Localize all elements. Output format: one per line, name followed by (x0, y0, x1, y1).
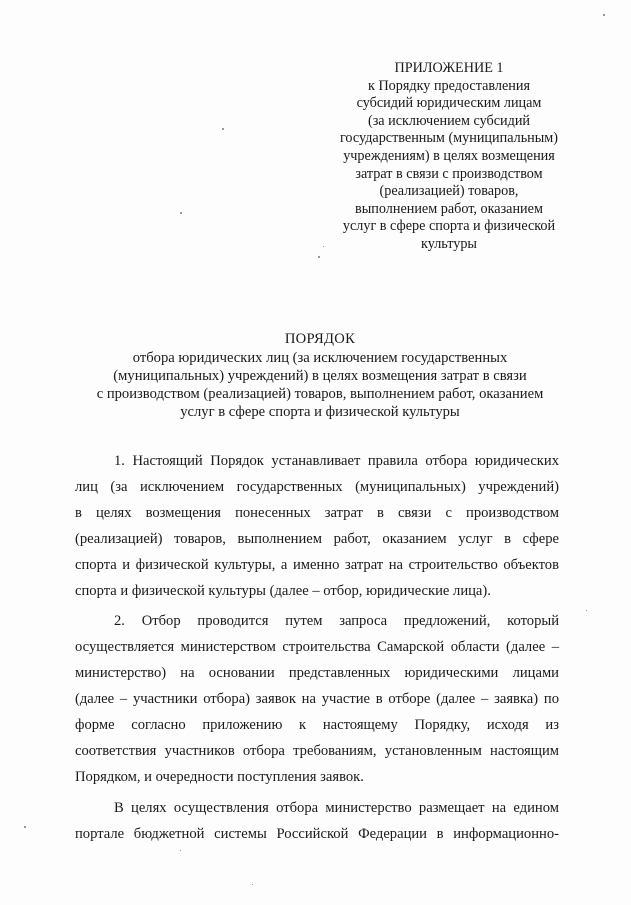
title-line: отбора юридических лиц (за исключением государственных (132, 350, 508, 366)
appendix-line: учреждениям) в целях возмещения (343, 147, 555, 164)
appendix-line: (за исключением субсидий (367, 112, 531, 129)
text-line: лиц (за исключением государственных (муниципальных) учреждений) (75, 478, 559, 495)
appendix-line: услуг в сфере спорта и физической (342, 218, 556, 235)
text-line: осуществляется министерством строительства Самарской области (далее – (75, 639, 559, 656)
paragraph-3 (75, 796, 559, 848)
title-line: услуг в сфере спорта и физической культуры (180, 404, 460, 420)
appendix-header (318, 60, 580, 254)
paragraph-1 (75, 449, 559, 604)
appendix-line: (реализацией) товаров, (379, 183, 519, 200)
text-line: 1. Настоящий Порядок устанавливает правила отбора юридических (114, 453, 559, 469)
appendix-line: субсидий юридическим лицам (356, 95, 542, 112)
scan-speck (24, 826, 26, 828)
appendix-line: к Порядку предоставления (368, 77, 530, 94)
document-heading: ПОРЯДОК (284, 331, 356, 347)
text-line: соответствия участников отбора требованиям, установленным настоящим (75, 742, 559, 759)
title-line: с производством (реализацией) товаров, выполнением работ, оказанием (96, 386, 544, 402)
scan-speck (603, 14, 605, 16)
text-line: министерство) на основании представленных юридическими лицами (75, 665, 559, 682)
scan-speck (323, 246, 324, 247)
document-body (75, 449, 559, 848)
appendix-line: выполнением работ, оказанием (355, 200, 543, 217)
paragraph-2 (75, 609, 559, 790)
text-line: портале бюджетной системы Российской Федерации в информационно- (75, 825, 559, 842)
scan-speck (318, 256, 320, 258)
text-line: (реализацией) товаров, выполнением работ, оказанием услуг в сфере (75, 530, 559, 547)
text-line: спорта и физической культуры, а именно затрат на строительство объектов (75, 556, 559, 573)
document-title-block (70, 330, 570, 421)
text-line: в целях возмещения понесенных затрат в связи с производством (75, 504, 559, 521)
scan-speck (180, 212, 182, 214)
text-line: Порядком, и очередности поступления заявок. (75, 768, 364, 785)
text-line: В целях осуществления отбора министерство размещает на едином (114, 799, 559, 816)
scan-speck (222, 128, 224, 130)
scan-speck (180, 850, 181, 851)
text-line: (далее – участники отбора) заявок на участие в отборе (далее – заявка) по (75, 691, 559, 708)
text-line: 2. Отбор проводится путем запроса предложений, который (114, 613, 559, 630)
appendix-line: государственным (муниципальным) (339, 130, 559, 147)
text-line: спорта и физической культуры (далее – отбор, юридические лица). (75, 582, 491, 599)
scan-speck (586, 610, 587, 611)
appendix-line: ПРИЛОЖЕНИЕ 1 (394, 60, 504, 76)
title-line: (муниципальных) учреждений) в целях возмещения затрат в связи (113, 368, 527, 384)
appendix-line: затрат в связи с производством (355, 165, 543, 182)
text-line: форме согласно приложению к настоящему Порядку, исходя из (75, 717, 559, 734)
scan-speck (252, 884, 253, 885)
appendix-line: культуры (421, 235, 477, 252)
